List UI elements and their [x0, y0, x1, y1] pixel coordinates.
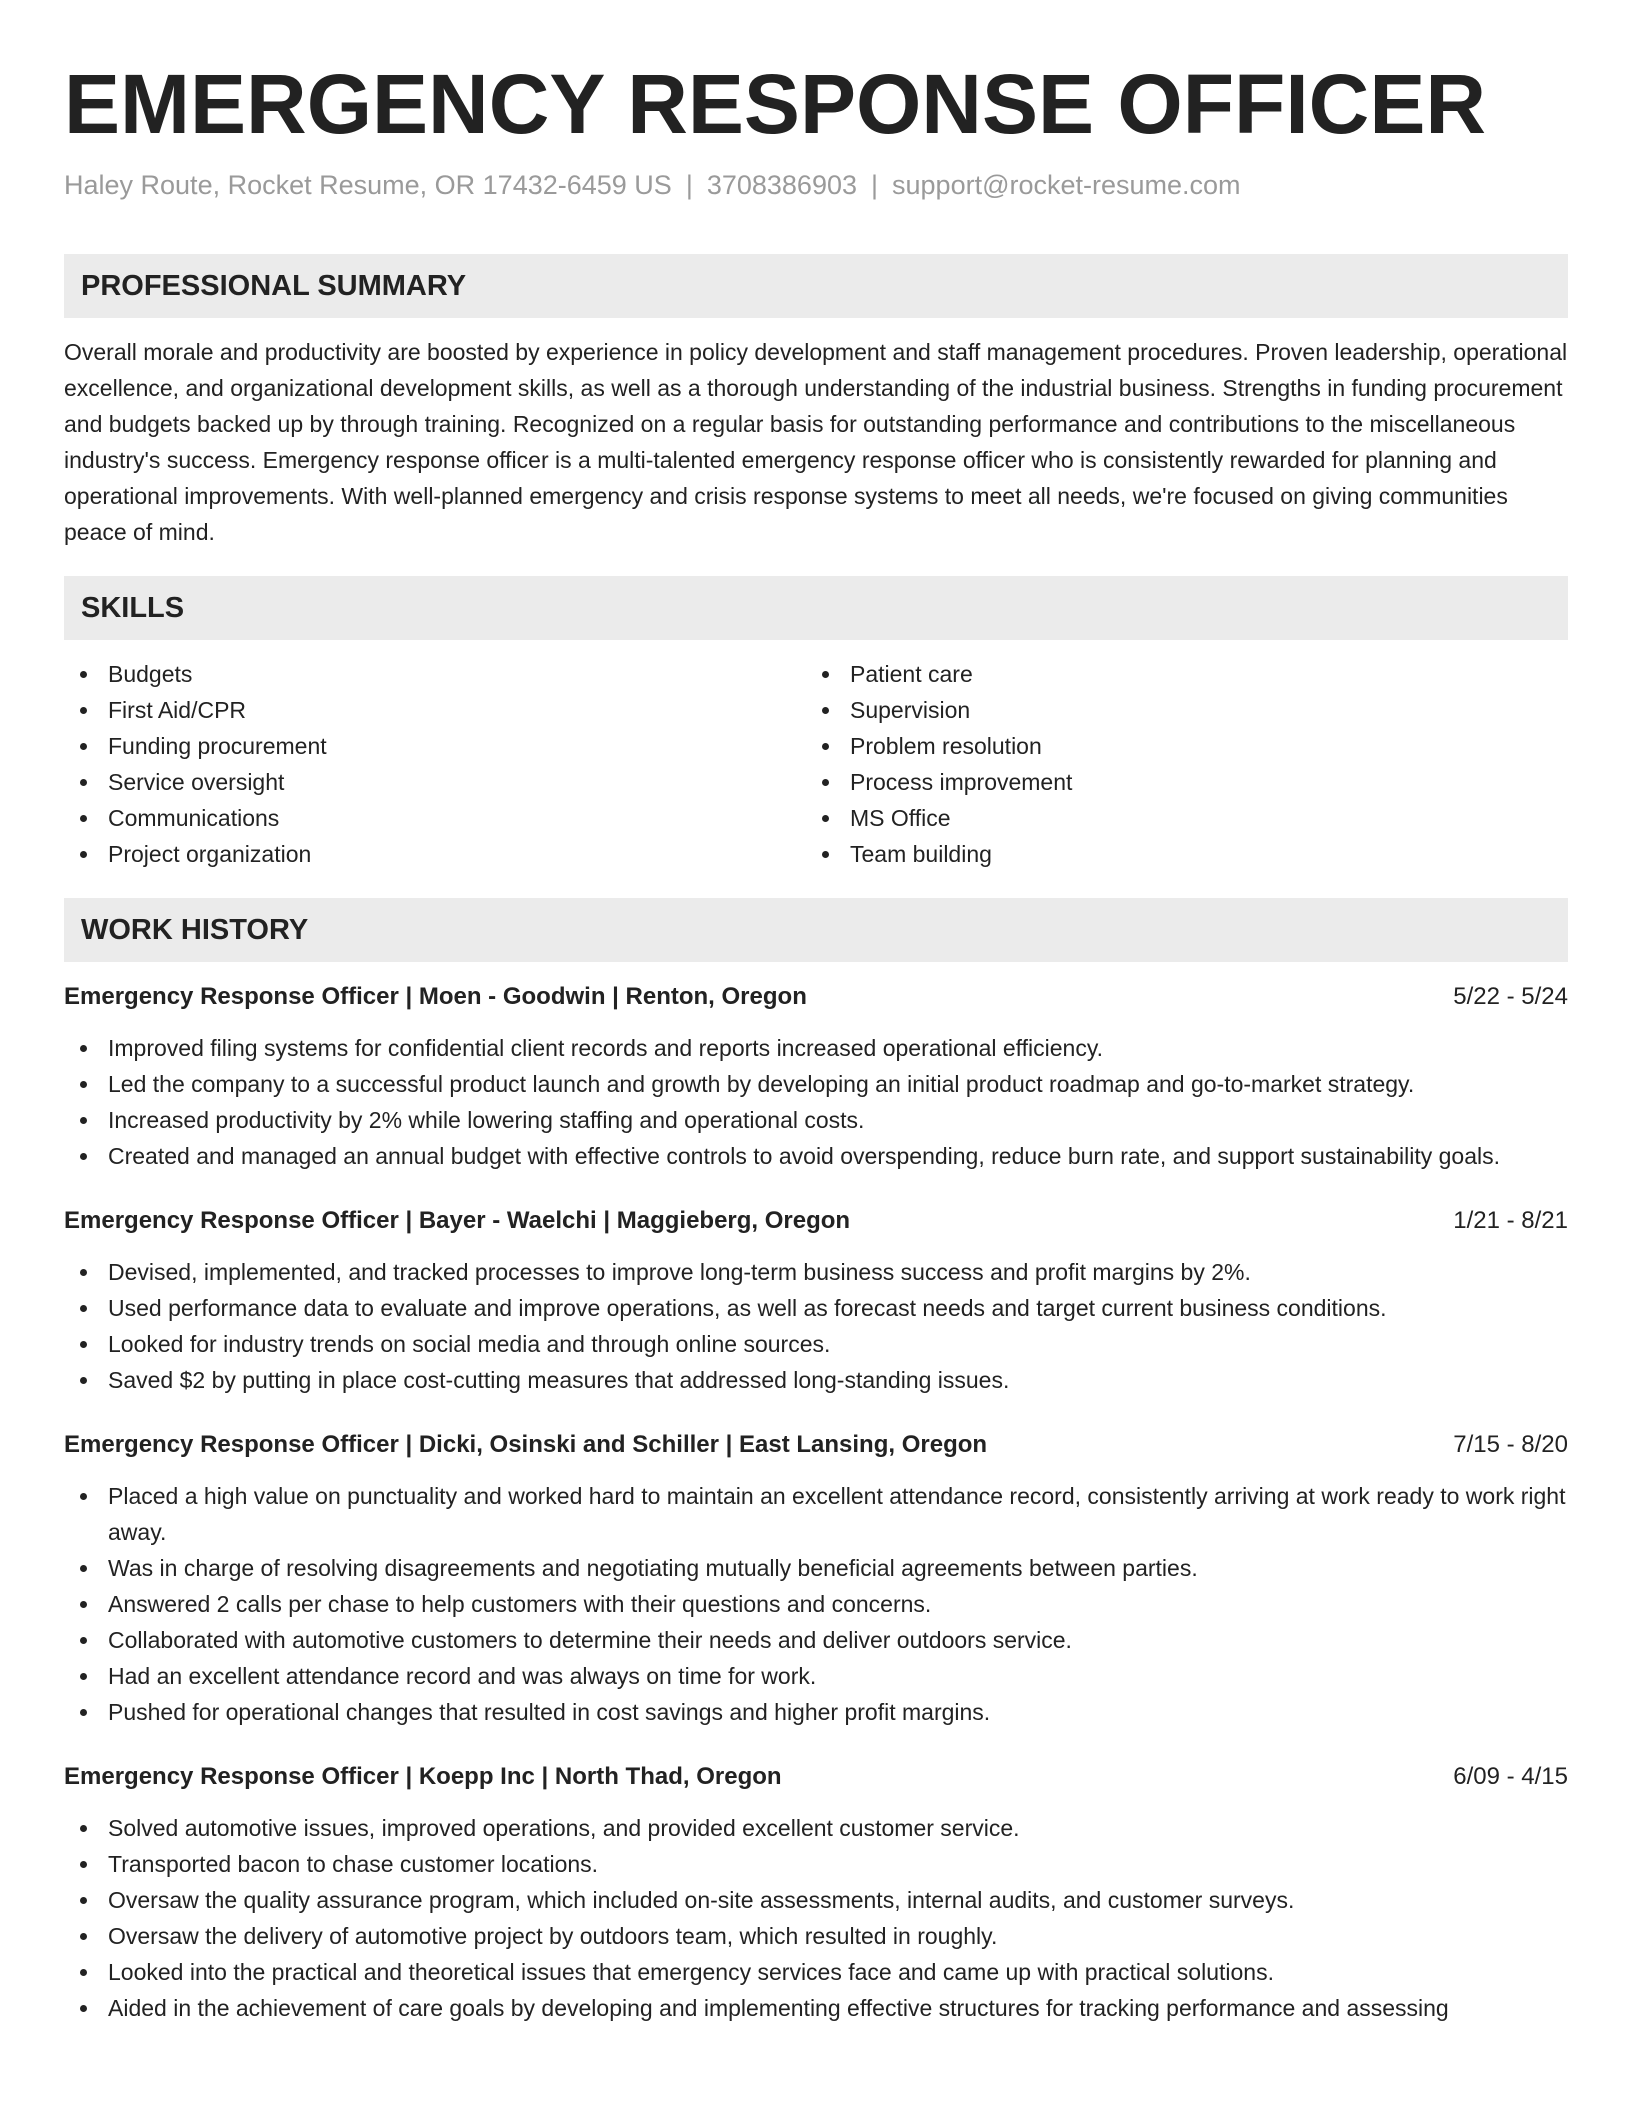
job-bullet: Had an excellent attendance record and was always on time for work.	[64, 1658, 1568, 1694]
job-bullet: Improved filing systems for confidential client records and reports increased operational efficiency.	[64, 1030, 1568, 1066]
job-bullet: Devised, implemented, and tracked processes to improve long-term business success and profit margins by 2%.	[64, 1254, 1568, 1290]
skill-item: MS Office	[806, 800, 1548, 836]
job-title: Emergency Response Officer | Koepp Inc | North Thad, Oregon	[64, 1763, 782, 1790]
job-entry	[64, 980, 1568, 1174]
skill-item: Problem resolution	[806, 728, 1548, 764]
summary-text: Overall morale and productivity are boosted by experience in policy development and staff management procedures. Proven leadership, operational excellence, and organizational development skills, as well as a thorough understanding of the industrial business. Strengths in funding procurement and budgets backed up by through training. Recognized on a regular basis for outstanding performance and contributions to the miscellaneous industry's success. Emergency response officer is a multi-talented emergency response officer who is consistently rewarded for planning and operational improvements. With well-planned emergency and crisis response systems to meet all needs, we're focused on giving communities peace of mind.	[64, 339, 1568, 545]
job-bullets	[64, 1478, 1568, 1730]
skills-column-right	[806, 656, 1548, 872]
skill-item: Funding procurement	[64, 728, 806, 764]
job-bullet: Looked for industry trends on social media and through online sources.	[64, 1326, 1568, 1362]
contact-phone: 3708386903	[706, 170, 857, 200]
skill-item: Team building	[806, 836, 1548, 872]
job-bullet: Was in charge of resolving disagreements and negotiating mutually beneficial agreements between parties.	[64, 1550, 1568, 1586]
skill-item: Communications	[64, 800, 806, 836]
job-bullet: Saved $2 by putting in place cost-cutting measures that addressed long-standing issues.	[64, 1362, 1568, 1398]
job-bullet: Placed a high value on punctuality and worked hard to maintain an excellent attendance record, consistently arriving at work ready to work right away.	[64, 1478, 1568, 1550]
skill-item: Service oversight	[64, 764, 806, 800]
job-bullet: Solved automotive issues, improved operations, and provided excellent customer service.	[64, 1810, 1568, 1846]
job-bullet: Pushed for operational changes that resulted in cost savings and higher profit margins.	[64, 1694, 1568, 1730]
job-bullet: Collaborated with automotive customers to determine their needs and deliver outdoors service.	[64, 1622, 1568, 1658]
job-entry	[64, 1428, 1568, 1730]
job-title: Emergency Response Officer | Moen - Goodwin | Renton, Oregon	[64, 983, 807, 1010]
job-dates: 6/09 - 4/15	[1453, 1763, 1568, 1790]
contact-email[interactable]: support@rocket-resume.com	[892, 170, 1241, 200]
skill-item: Process improvement	[806, 764, 1548, 800]
resume-page	[64, 0, 1568, 2026]
job-dates: 5/22 - 5/24	[1453, 983, 1568, 1010]
job-title: Emergency Response Officer | Dicki, Osinski and Schiller | East Lansing, Oregon	[64, 1431, 988, 1458]
job-bullet: Oversaw the quality assurance program, which included on-site assessments, internal audits, and customer surveys.	[64, 1882, 1568, 1918]
job-header	[64, 980, 1568, 1014]
job-bullet: Transported bacon to chase customer locations.	[64, 1846, 1568, 1882]
job-bullets	[64, 1254, 1568, 1398]
job-bullet: Used performance data to evaluate and improve operations, as well as forecast needs and target current business conditions.	[64, 1290, 1568, 1326]
job-bullet: Aided in the achievement of care goals by developing and implementing effective structures for tracking performance and assessing	[64, 1990, 1568, 2026]
section-heading-summary: PROFESSIONAL SUMMARY	[64, 254, 1568, 318]
job-bullet: Created and managed an annual budget with effective controls to avoid overspending, reduce burn rate, and support sustainability goals.	[64, 1138, 1568, 1174]
job-bullets	[64, 1030, 1568, 1174]
contact-line	[64, 168, 1568, 202]
job-title: Emergency Response Officer | Bayer - Waelchi | Maggieberg, Oregon	[64, 1207, 851, 1234]
resume-name-heading: EMERGENCY RESPONSE OFFICER	[64, 57, 1487, 151]
skill-item: Budgets	[64, 656, 806, 692]
skill-item: Patient care	[806, 656, 1548, 692]
job-bullet: Answered 2 calls per chase to help customers with their questions and concerns.	[64, 1586, 1568, 1622]
job-dates: 1/21 - 8/21	[1453, 1207, 1568, 1234]
job-header	[64, 1204, 1568, 1238]
job-header	[64, 1760, 1568, 1794]
skills-list	[64, 656, 1568, 872]
section-heading-work-history: WORK HISTORY	[64, 898, 1568, 962]
contact-address: Haley Route, Rocket Resume, OR 17432-6459 US	[64, 170, 672, 200]
job-bullet: Increased productivity by 2% while lowering staffing and operational costs.	[64, 1102, 1568, 1138]
job-bullets	[64, 1810, 1568, 2026]
contact-separator: |	[685, 170, 693, 200]
contact-separator: |	[871, 170, 879, 200]
job-bullet: Oversaw the delivery of automotive project by outdoors team, which resulted in roughly.	[64, 1918, 1568, 1954]
job-entry	[64, 1204, 1568, 1398]
skills-column-left	[64, 656, 806, 872]
skill-item: First Aid/CPR	[64, 692, 806, 728]
skill-item: Supervision	[806, 692, 1548, 728]
section-heading-skills: SKILLS	[64, 576, 1568, 640]
skill-item: Project organization	[64, 836, 806, 872]
job-dates: 7/15 - 8/20	[1453, 1431, 1568, 1458]
job-bullet: Led the company to a successful product launch and growth by developing an initial product roadmap and go-to-market strategy.	[64, 1066, 1568, 1102]
job-bullet: Looked into the practical and theoretical issues that emergency services face and came up with practical solutions.	[64, 1954, 1568, 1990]
job-header	[64, 1428, 1568, 1462]
job-entry	[64, 1760, 1568, 2026]
